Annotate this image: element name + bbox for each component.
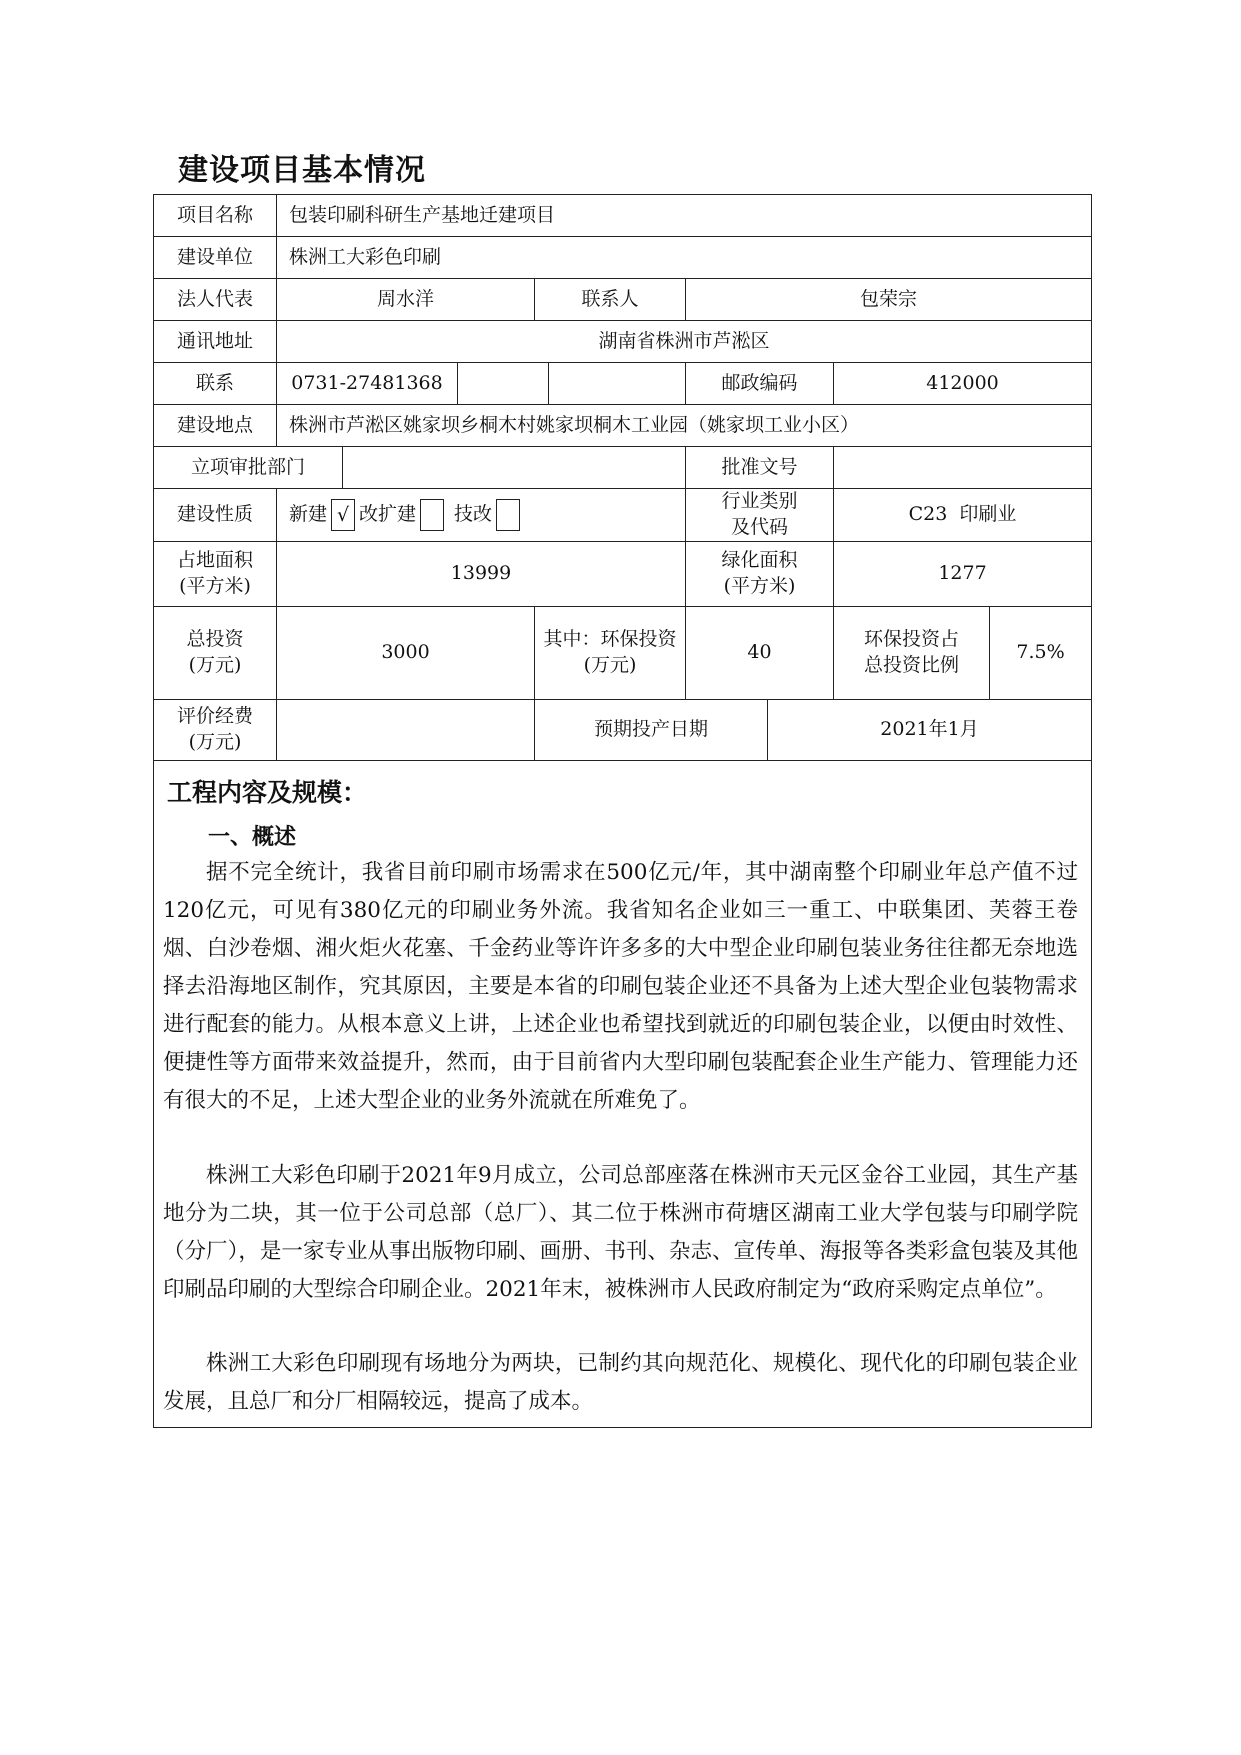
approval-dept-value (342, 446, 686, 489)
nature-expand-checkbox[interactable] (420, 499, 444, 531)
env-ratio-label: 环保投资占 总投资比例 (833, 606, 990, 700)
postcode-value: 412000 (833, 362, 1092, 405)
eval-fee-label: 评价经费 (万元) (153, 699, 277, 761)
legal-rep-label: 法人代表 (153, 278, 277, 321)
project-name-label: 项目名称 (153, 194, 277, 237)
paragraph-3: 株洲工大彩色印刷现有场地分为两块，已制约其向规范化、规模化、现代化的印刷包装企业发展，且总厂和分厂相隔较远，提高了成本。 (163, 1351, 1078, 1414)
env-ratio-value: 7.5% (989, 606, 1092, 700)
area-value: 13999 (276, 541, 686, 607)
address-value: 湖南省株洲市芦淞区 (276, 320, 1092, 363)
phone-label: 联系 (153, 362, 277, 405)
env-invest-label: 其中：环保投资 (万元) (534, 606, 686, 700)
paragraph-1: 据不完全统计，我省目前印刷市场需求在500亿元/年，其中湖南整个印刷业年总产值不过120亿元，可见有380亿元的印刷业务外流。我省知名企业如三一重工、中联集团、芙蓉王卷烟、白沙卷烟、湘火炬火花塞、千金药业等许许多多的大中型企业印刷包装业务往往都无奈地选择去沿海地区制作，究其原因，主要是本省的印刷包装企业还不具备为上述大型企业包装物需求进行配套的能力。从根本意义上讲，上述企业也希望找到就近的印刷包装企业，以便由时效性、便捷性等方面带来效益提升，然而，由于目前省内大型印刷包装配套企业生产能力、管理能力还有很大的不足，上述大型企业的业务外流就在所难免了。 (163, 860, 1078, 1113)
postcode-label: 邮政编码 (685, 362, 834, 405)
unit-label: 建设单位 (153, 236, 277, 279)
industry-value: C23 印刷业 (833, 488, 1092, 542)
section-title: 工程内容及规模： (167, 778, 368, 807)
site-value: 株洲市芦淞区姚家坝乡桐木村姚家坝桐木工业园（姚家坝工业小区） (276, 404, 1092, 447)
green-value: 1277 (833, 541, 1092, 607)
approval-dept-label: 立项审批部门 (153, 446, 343, 489)
nature-new-text: 新建 (289, 503, 328, 526)
industry-label: 行业类别 及代码 (685, 488, 834, 542)
site-label: 建设地点 (153, 404, 277, 447)
project-name-value: 包装印刷科研生产基地迁建项目 (276, 194, 1092, 237)
area-label: 占地面积 (平方米) (153, 541, 277, 607)
phone-value: 0731-27481368 (276, 362, 458, 405)
invest-label: 总投资 (万元) (153, 606, 277, 700)
nature-new-checkbox[interactable]: √ (331, 499, 355, 531)
approval-no-value (833, 446, 1092, 489)
phone-extra-cell-2 (548, 362, 686, 405)
phone-extra-cell-1 (457, 362, 549, 405)
green-label: 绿化面积 (平方米) (685, 541, 834, 607)
nature-tech-checkbox[interactable] (496, 499, 520, 531)
contact-person-label: 联系人 (534, 278, 686, 321)
page-title: 建设项目基本情况 (178, 153, 426, 188)
env-invest-value: 40 (685, 606, 834, 700)
approval-no-label: 批准文号 (685, 446, 834, 489)
address-label: 通讯地址 (153, 320, 277, 363)
prod-date-value: 2021年1月 (767, 699, 1092, 761)
invest-value: 3000 (276, 606, 535, 700)
prod-date-label: 预期投产日期 (534, 699, 768, 761)
nature-label: 建设性质 (153, 488, 277, 542)
nature-options (276, 488, 686, 542)
nature-expand-text: 改扩建 (359, 503, 417, 526)
contact-person-value: 包荣宗 (685, 278, 1092, 321)
unit-value: 株洲工大彩色印刷 (276, 236, 1092, 279)
sub-title: 一、概述 (208, 825, 297, 850)
legal-rep-value: 周水洋 (276, 278, 535, 321)
nature-tech-text: 技改 (454, 503, 493, 526)
eval-fee-value (276, 699, 535, 761)
paragraph-2: 株洲工大彩色印刷于2021年9月成立，公司总部座落在株洲市天元区金谷工业园，其生产基地分为二块，其一位于公司总部（总厂）、其二位于株洲市荷塘区湖南工业大学包装与印刷学院（分厂），是一家专业从事出版物印刷、画册、书刊、杂志、宣传单、海报等各类彩盒包装及其他印刷品印刷的大型综合印刷企业。2021年末，被株洲市人民政府制定为“政府采购定点单位”。 (163, 1163, 1078, 1302)
